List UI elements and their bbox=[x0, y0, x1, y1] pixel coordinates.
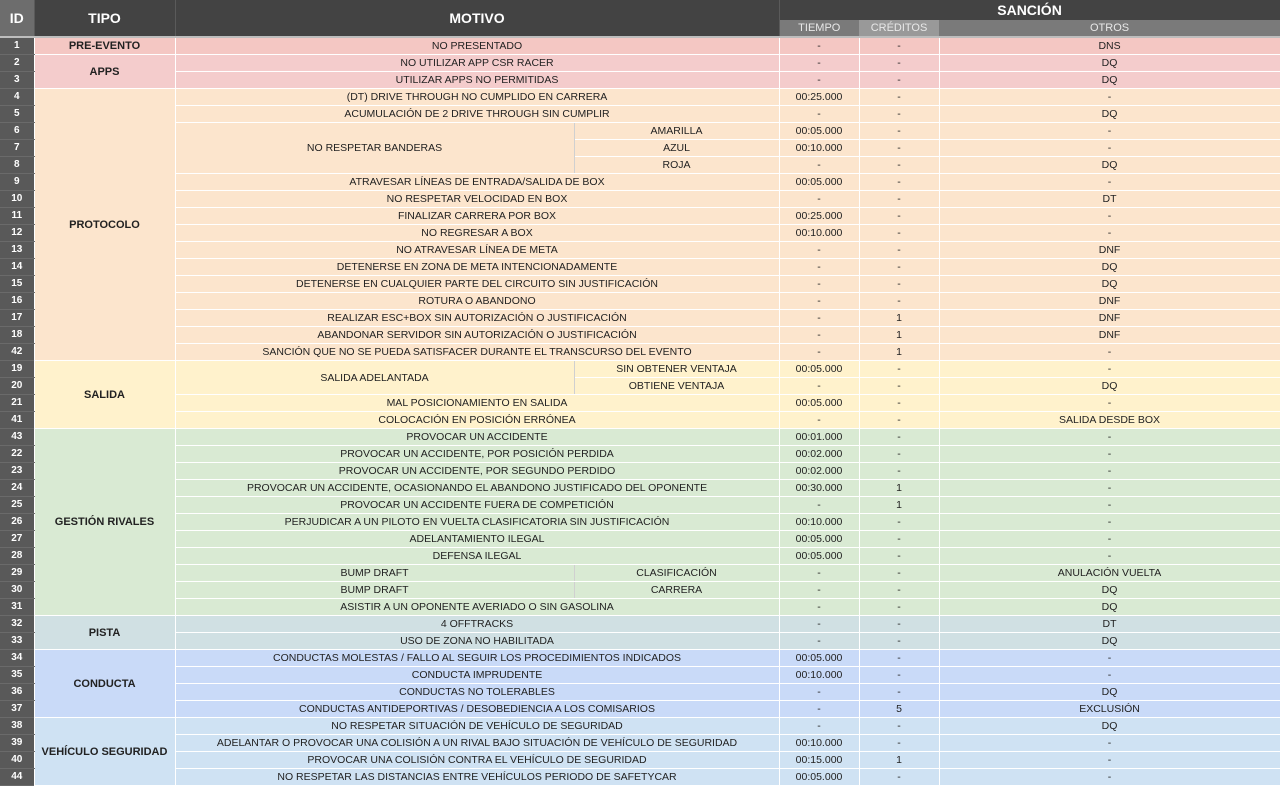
table-row bbox=[0, 123, 1280, 140]
cell-motivo[interactable]: ADELANTAMIENTO ILEGAL bbox=[175, 531, 779, 548]
cell-creditos[interactable]: - bbox=[859, 667, 939, 684]
table-row bbox=[0, 344, 1280, 361]
cell-tiempo[interactable]: 00:10.000 bbox=[779, 140, 859, 157]
table-row bbox=[0, 582, 1280, 599]
cell-otros[interactable]: DNF bbox=[939, 242, 1280, 259]
cell-otros[interactable]: DQ bbox=[939, 599, 1280, 616]
cell-otros[interactable]: DNF bbox=[939, 310, 1280, 327]
cell-tiempo[interactable]: 00:15.000 bbox=[779, 752, 859, 769]
cell-id[interactable]: 17 bbox=[0, 310, 34, 327]
cell-creditos[interactable]: 5 bbox=[859, 701, 939, 718]
cell-tiempo[interactable]: - bbox=[779, 344, 859, 361]
cell-id[interactable]: 5 bbox=[0, 106, 34, 123]
header-tiempo[interactable]: TIEMPO bbox=[779, 20, 859, 36]
cell-motivo[interactable]: ATRAVESAR LÍNEAS DE ENTRADA/SALIDA DE BOX bbox=[175, 174, 779, 191]
cell-motivo[interactable]: CONDUCTA IMPRUDENTE bbox=[175, 667, 779, 684]
cell-otros[interactable]: DT bbox=[939, 191, 1280, 208]
table-row bbox=[0, 225, 1280, 242]
table-row bbox=[0, 72, 1280, 89]
cell-motivo[interactable]: ABANDONAR SERVIDOR SIN AUTORIZACIÓN O JUSTIFICACIÓN bbox=[175, 327, 779, 344]
table-row bbox=[0, 242, 1280, 259]
cell-creditos[interactable]: - bbox=[859, 599, 939, 616]
cell-id[interactable]: 6 bbox=[0, 123, 34, 140]
cell-creditos[interactable]: - bbox=[859, 361, 939, 378]
table-row bbox=[0, 633, 1280, 650]
cell-creditos[interactable]: 1 bbox=[859, 327, 939, 344]
cell-id[interactable]: 42 bbox=[0, 344, 34, 361]
cell-otros[interactable]: - bbox=[939, 361, 1280, 378]
cell-tiempo[interactable]: - bbox=[779, 412, 859, 429]
cell-creditos[interactable]: - bbox=[859, 38, 939, 55]
cell-id[interactable]: 19 bbox=[0, 361, 34, 378]
cell-creditos[interactable]: - bbox=[859, 242, 939, 259]
cell-otros[interactable]: - bbox=[939, 123, 1280, 140]
cell-tiempo[interactable]: 00:10.000 bbox=[779, 225, 859, 242]
cell-creditos[interactable]: - bbox=[859, 582, 939, 599]
cell-id[interactable]: 30 bbox=[0, 582, 34, 599]
cell-creditos[interactable]: - bbox=[859, 72, 939, 89]
cell-id[interactable]: 41 bbox=[0, 412, 34, 429]
cell-tiempo[interactable]: - bbox=[779, 565, 859, 582]
cell-creditos[interactable]: - bbox=[859, 378, 939, 395]
cell-motivo[interactable]: MAL POSICIONAMIENTO EN SALIDA bbox=[175, 395, 779, 412]
cell-tiempo[interactable]: - bbox=[779, 701, 859, 718]
table-row bbox=[0, 327, 1280, 344]
cell-otros[interactable]: DQ bbox=[939, 633, 1280, 650]
cell-motivo[interactable]: FINALIZAR CARRERA POR BOX bbox=[175, 208, 779, 225]
cell-otros[interactable]: DQ bbox=[939, 259, 1280, 276]
cell-tiempo[interactable]: 00:10.000 bbox=[779, 735, 859, 752]
cell-id[interactable]: 16 bbox=[0, 293, 34, 310]
cell-creditos[interactable]: - bbox=[859, 89, 939, 106]
cell-motivo[interactable]: CONDUCTAS MOLESTAS / FALLO AL SEGUIR LOS PROCEDIMIENTOS INDICADOS bbox=[175, 650, 779, 667]
cell-otros[interactable]: SALIDA DESDE BOX bbox=[939, 412, 1280, 429]
cell-otros[interactable]: DQ bbox=[939, 378, 1280, 395]
cell-tiempo[interactable]: 00:05.000 bbox=[779, 531, 859, 548]
table-row bbox=[0, 310, 1280, 327]
cell-otros[interactable]: - bbox=[939, 769, 1280, 786]
cell-id[interactable]: 23 bbox=[0, 463, 34, 480]
table-row bbox=[0, 276, 1280, 293]
cell-motivo[interactable]: USO DE ZONA NO HABILITADA bbox=[175, 633, 779, 650]
cell-motivo[interactable]: NO RESPETAR BANDERAS bbox=[175, 123, 574, 174]
cell-tiempo[interactable]: - bbox=[779, 191, 859, 208]
cell-otros[interactable]: DNS bbox=[939, 38, 1280, 55]
cell-creditos[interactable]: - bbox=[859, 140, 939, 157]
cell-creditos[interactable]: - bbox=[859, 650, 939, 667]
cell-id[interactable]: 8 bbox=[0, 157, 34, 174]
cell-tiempo[interactable]: - bbox=[779, 599, 859, 616]
cell-creditos[interactable]: - bbox=[859, 293, 939, 310]
cell-tiempo[interactable]: 00:30.000 bbox=[779, 480, 859, 497]
cell-otros[interactable]: - bbox=[939, 446, 1280, 463]
cell-tiempo[interactable]: - bbox=[779, 684, 859, 701]
cell-otros[interactable]: - bbox=[939, 429, 1280, 446]
cell-submotivo[interactable]: SIN OBTENER VENTAJA bbox=[574, 361, 779, 378]
table-row bbox=[0, 701, 1280, 718]
cell-motivo[interactable]: PROVOCAR UNA COLISIÓN CONTRA EL VEHÍCULO DE SEGURIDAD bbox=[175, 752, 779, 769]
cell-tiempo[interactable]: 00:05.000 bbox=[779, 769, 859, 786]
cell-tiempo[interactable]: 00:10.000 bbox=[779, 667, 859, 684]
cell-motivo[interactable]: DEFENSA ILEGAL bbox=[175, 548, 779, 565]
cell-id[interactable]: 39 bbox=[0, 735, 34, 752]
table-row bbox=[0, 565, 1280, 582]
cell-motivo[interactable]: 4 OFFTRACKS bbox=[175, 616, 779, 633]
table-row bbox=[0, 463, 1280, 480]
cell-motivo[interactable]: DETENERSE EN ZONA DE META INTENCIONADAMENTE bbox=[175, 259, 779, 276]
cell-otros[interactable]: - bbox=[939, 650, 1280, 667]
cell-submotivo[interactable]: AMARILLA bbox=[574, 123, 779, 140]
header-otros[interactable]: OTROS bbox=[939, 20, 1280, 36]
cell-creditos[interactable]: - bbox=[859, 123, 939, 140]
cell-otros[interactable]: - bbox=[939, 89, 1280, 106]
cell-tiempo[interactable]: - bbox=[779, 327, 859, 344]
table-row bbox=[0, 395, 1280, 412]
cell-id[interactable]: 27 bbox=[0, 531, 34, 548]
table-row bbox=[0, 259, 1280, 276]
cell-otros[interactable]: - bbox=[939, 174, 1280, 191]
table-row bbox=[0, 89, 1280, 106]
cell-creditos[interactable]: 1 bbox=[859, 480, 939, 497]
cell-otros[interactable]: - bbox=[939, 395, 1280, 412]
cell-id[interactable]: 34 bbox=[0, 650, 34, 667]
cell-id[interactable]: 12 bbox=[0, 225, 34, 242]
cell-creditos[interactable]: - bbox=[859, 208, 939, 225]
table-row bbox=[0, 599, 1280, 616]
cell-creditos[interactable]: - bbox=[859, 633, 939, 650]
table-row bbox=[0, 208, 1280, 225]
cell-tiempo[interactable]: - bbox=[779, 616, 859, 633]
cell-tiempo[interactable]: 00:25.000 bbox=[779, 89, 859, 106]
cell-otros[interactable]: DQ bbox=[939, 276, 1280, 293]
cell-id[interactable]: 38 bbox=[0, 718, 34, 735]
cell-motivo[interactable]: CONDUCTAS NO TOLERABLES bbox=[175, 684, 779, 701]
header-creditos[interactable]: CRÉDITOS bbox=[859, 20, 939, 36]
header-id[interactable]: ID bbox=[0, 0, 34, 36]
cell-motivo[interactable]: PROVOCAR UN ACCIDENTE bbox=[175, 429, 779, 446]
cell-motivo[interactable]: NO RESPETAR LAS DISTANCIAS ENTRE VEHÍCULOS PERIODO DE SAFETYCAR bbox=[175, 769, 779, 786]
table-row bbox=[0, 55, 1280, 72]
cell-motivo[interactable]: NO PRESENTADO bbox=[175, 38, 779, 55]
cell-id[interactable]: 11 bbox=[0, 208, 34, 225]
table-row bbox=[0, 718, 1280, 735]
cell-otros[interactable]: - bbox=[939, 480, 1280, 497]
cell-creditos[interactable]: - bbox=[859, 531, 939, 548]
cell-id[interactable]: 33 bbox=[0, 633, 34, 650]
cell-motivo[interactable]: NO ATRAVESAR LÍNEA DE META bbox=[175, 242, 779, 259]
cell-creditos[interactable]: - bbox=[859, 616, 939, 633]
cell-motivo[interactable]: (DT) DRIVE THROUGH NO CUMPLIDO EN CARRERA bbox=[175, 89, 779, 106]
cell-otros[interactable]: - bbox=[939, 735, 1280, 752]
cell-otros[interactable]: - bbox=[939, 548, 1280, 565]
cell-tiempo[interactable]: 00:05.000 bbox=[779, 548, 859, 565]
cell-tiempo[interactable]: - bbox=[779, 38, 859, 55]
table-row bbox=[0, 191, 1280, 208]
cell-submotivo[interactable]: CLASIFICACIÓN bbox=[574, 565, 779, 582]
table-row bbox=[0, 752, 1280, 769]
cell-otros[interactable]: - bbox=[939, 531, 1280, 548]
cell-creditos[interactable]: - bbox=[859, 735, 939, 752]
cell-motivo[interactable]: PROVOCAR UN ACCIDENTE, OCASIONANDO EL ABANDONO JUSTIFICADO DEL OPONENTE bbox=[175, 480, 779, 497]
cell-otros[interactable]: DQ bbox=[939, 157, 1280, 174]
cell-creditos[interactable]: - bbox=[859, 548, 939, 565]
cell-motivo[interactable]: CONDUCTAS ANTIDEPORTIVAS / DESOBEDIENCIA A LOS COMISARIOS bbox=[175, 701, 779, 718]
cell-tipo[interactable]: GESTIÓN RIVALES bbox=[34, 429, 175, 616]
cell-tiempo[interactable]: - bbox=[779, 378, 859, 395]
cell-tiempo[interactable]: 00:05.000 bbox=[779, 174, 859, 191]
cell-otros[interactable]: ANULACIÓN VUELTA bbox=[939, 565, 1280, 582]
cell-tiempo[interactable]: - bbox=[779, 259, 859, 276]
cell-motivo[interactable]: COLOCACIÓN EN POSICIÓN ERRÓNEA bbox=[175, 412, 779, 429]
cell-submotivo[interactable]: OBTIENE VENTAJA bbox=[574, 378, 779, 395]
cell-id[interactable]: 15 bbox=[0, 276, 34, 293]
cell-tiempo[interactable]: - bbox=[779, 276, 859, 293]
cell-id[interactable]: 18 bbox=[0, 327, 34, 344]
cell-tiempo[interactable]: - bbox=[779, 633, 859, 650]
cell-id[interactable]: 1 bbox=[0, 38, 34, 55]
cell-motivo[interactable]: ACUMULACIÓN DE 2 DRIVE THROUGH SIN CUMPLIR bbox=[175, 106, 779, 123]
cell-tipo[interactable]: PRE-EVENTO bbox=[34, 38, 175, 55]
cell-creditos[interactable]: - bbox=[859, 429, 939, 446]
cell-creditos[interactable]: - bbox=[859, 259, 939, 276]
table-row bbox=[0, 446, 1280, 463]
table-row bbox=[0, 684, 1280, 701]
cell-otros[interactable]: - bbox=[939, 667, 1280, 684]
cell-id[interactable]: 9 bbox=[0, 174, 34, 191]
cell-motivo[interactable]: UTILIZAR APPS NO PERMITIDAS bbox=[175, 72, 779, 89]
cell-creditos[interactable]: - bbox=[859, 395, 939, 412]
cell-id[interactable]: 40 bbox=[0, 752, 34, 769]
cell-otros[interactable]: - bbox=[939, 225, 1280, 242]
cell-otros[interactable]: - bbox=[939, 752, 1280, 769]
cell-id[interactable]: 25 bbox=[0, 497, 34, 514]
cell-tipo[interactable]: PISTA bbox=[34, 616, 175, 650]
cell-otros[interactable]: DQ bbox=[939, 106, 1280, 123]
cell-submotivo[interactable]: AZUL bbox=[574, 140, 779, 157]
cell-creditos[interactable]: - bbox=[859, 191, 939, 208]
cell-tiempo[interactable]: - bbox=[779, 497, 859, 514]
cell-tiempo[interactable]: - bbox=[779, 582, 859, 599]
cell-id[interactable]: 35 bbox=[0, 667, 34, 684]
cell-submotivo[interactable]: CARRERA bbox=[574, 582, 779, 599]
cell-creditos[interactable]: - bbox=[859, 463, 939, 480]
cell-creditos[interactable]: - bbox=[859, 55, 939, 72]
cell-motivo[interactable]: NO RESPETAR VELOCIDAD EN BOX bbox=[175, 191, 779, 208]
table-row bbox=[0, 650, 1280, 667]
cell-tiempo[interactable]: 00:10.000 bbox=[779, 514, 859, 531]
cell-tiempo[interactable]: 00:05.000 bbox=[779, 395, 859, 412]
cell-otros[interactable]: DQ bbox=[939, 55, 1280, 72]
cell-creditos[interactable]: - bbox=[859, 718, 939, 735]
cell-tiempo[interactable]: 00:25.000 bbox=[779, 208, 859, 225]
cell-id[interactable]: 32 bbox=[0, 616, 34, 633]
cell-tipo[interactable]: VEHÍCULO SEGURIDAD bbox=[34, 718, 175, 786]
table-header bbox=[0, 0, 1280, 36]
cell-motivo[interactable]: PROVOCAR UN ACCIDENTE, POR POSICIÓN PERDIDA bbox=[175, 446, 779, 463]
cell-otros[interactable]: EXCLUSIÓN bbox=[939, 701, 1280, 718]
table-row bbox=[0, 531, 1280, 548]
table-row bbox=[0, 548, 1280, 565]
table-row bbox=[0, 361, 1280, 378]
cell-tiempo[interactable]: - bbox=[779, 242, 859, 259]
cell-creditos[interactable]: - bbox=[859, 174, 939, 191]
cell-otros[interactable]: DNF bbox=[939, 327, 1280, 344]
cell-tiempo[interactable]: 00:01.000 bbox=[779, 429, 859, 446]
table-row bbox=[0, 769, 1280, 786]
cell-id[interactable]: 44 bbox=[0, 769, 34, 786]
table-row bbox=[0, 174, 1280, 191]
table-row bbox=[0, 293, 1280, 310]
cell-id[interactable]: 22 bbox=[0, 446, 34, 463]
cell-motivo[interactable]: REALIZAR ESC+BOX SIN AUTORIZACIÓN O JUSTIFICACIÓN bbox=[175, 310, 779, 327]
cell-id[interactable]: 37 bbox=[0, 701, 34, 718]
cell-tiempo[interactable]: 00:02.000 bbox=[779, 446, 859, 463]
cell-otros[interactable]: - bbox=[939, 344, 1280, 361]
cell-motivo[interactable]: NO REGRESAR A BOX bbox=[175, 225, 779, 242]
cell-creditos[interactable]: - bbox=[859, 769, 939, 786]
cell-motivo[interactable]: BUMP DRAFT bbox=[175, 565, 574, 582]
cell-id[interactable]: 36 bbox=[0, 684, 34, 701]
cell-id[interactable]: 3 bbox=[0, 72, 34, 89]
cell-creditos[interactable]: - bbox=[859, 412, 939, 429]
cell-id[interactable]: 2 bbox=[0, 55, 34, 72]
cell-tiempo[interactable]: 00:05.000 bbox=[779, 361, 859, 378]
cell-otros[interactable]: - bbox=[939, 497, 1280, 514]
cell-tiempo[interactable]: 00:05.000 bbox=[779, 123, 859, 140]
cell-motivo[interactable]: ROTURA O ABANDONO bbox=[175, 293, 779, 310]
table-row bbox=[0, 38, 1280, 55]
cell-motivo[interactable]: PROVOCAR UN ACCIDENTE FUERA DE COMPETICIÓN bbox=[175, 497, 779, 514]
cell-tipo[interactable]: SALIDA bbox=[34, 361, 175, 429]
cell-tiempo[interactable]: - bbox=[779, 55, 859, 72]
cell-tipo[interactable]: PROTOCOLO bbox=[34, 89, 175, 361]
table-row bbox=[0, 497, 1280, 514]
table-row bbox=[0, 106, 1280, 123]
cell-id[interactable]: 10 bbox=[0, 191, 34, 208]
cell-motivo[interactable]: ADELANTAR O PROVOCAR UNA COLISIÓN A UN RIVAL BAJO SITUACIÓN DE VEHÍCULO DE SEGURIDAD bbox=[175, 735, 779, 752]
cell-otros[interactable]: DQ bbox=[939, 582, 1280, 599]
cell-id[interactable]: 29 bbox=[0, 565, 34, 582]
cell-motivo[interactable]: NO UTILIZAR APP CSR RACER bbox=[175, 55, 779, 72]
cell-tipo[interactable]: APPS bbox=[34, 55, 175, 89]
cell-motivo[interactable]: PERJUDICAR A UN PILOTO EN VUELTA CLASIFICATORIA SIN JUSTIFICACIÓN bbox=[175, 514, 779, 531]
cell-tiempo[interactable]: - bbox=[779, 106, 859, 123]
table-row bbox=[0, 480, 1280, 497]
cell-id[interactable]: 7 bbox=[0, 140, 34, 157]
cell-otros[interactable]: - bbox=[939, 514, 1280, 531]
table-row bbox=[0, 429, 1280, 446]
cell-motivo[interactable]: NO RESPETAR SITUACIÓN DE VEHÍCULO DE SEGURIDAD bbox=[175, 718, 779, 735]
table-row bbox=[0, 412, 1280, 429]
cell-otros[interactable]: DQ bbox=[939, 72, 1280, 89]
cell-submotivo[interactable]: ROJA bbox=[574, 157, 779, 174]
cell-otros[interactable]: - bbox=[939, 208, 1280, 225]
cell-motivo[interactable]: ASISTIR A UN OPONENTE AVERIADO O SIN GASOLINA bbox=[175, 599, 779, 616]
cell-motivo[interactable]: SALIDA ADELANTADA bbox=[175, 361, 574, 395]
cell-creditos[interactable]: - bbox=[859, 106, 939, 123]
cell-id[interactable]: 24 bbox=[0, 480, 34, 497]
header-motivo[interactable]: MOTIVO bbox=[175, 0, 779, 36]
cell-otros[interactable]: - bbox=[939, 140, 1280, 157]
cell-id[interactable]: 31 bbox=[0, 599, 34, 616]
cell-creditos[interactable]: - bbox=[859, 225, 939, 242]
cell-otros[interactable]: - bbox=[939, 463, 1280, 480]
cell-id[interactable]: 43 bbox=[0, 429, 34, 446]
table-row bbox=[0, 667, 1280, 684]
cell-id[interactable]: 26 bbox=[0, 514, 34, 531]
cell-tiempo[interactable]: - bbox=[779, 72, 859, 89]
cell-otros[interactable]: DQ bbox=[939, 684, 1280, 701]
cell-creditos[interactable]: 1 bbox=[859, 344, 939, 361]
cell-id[interactable]: 28 bbox=[0, 548, 34, 565]
header-sancion[interactable]: SANCIÓN bbox=[779, 0, 1280, 20]
cell-otros[interactable]: DQ bbox=[939, 718, 1280, 735]
cell-otros[interactable]: DT bbox=[939, 616, 1280, 633]
cell-creditos[interactable]: - bbox=[859, 565, 939, 582]
cell-tiempo[interactable]: 00:05.000 bbox=[779, 650, 859, 667]
cell-id[interactable]: 14 bbox=[0, 259, 34, 276]
cell-tiempo[interactable]: - bbox=[779, 157, 859, 174]
cell-otros[interactable]: DNF bbox=[939, 293, 1280, 310]
cell-creditos[interactable]: - bbox=[859, 157, 939, 174]
cell-id[interactable]: 20 bbox=[0, 378, 34, 395]
cell-creditos[interactable]: 1 bbox=[859, 752, 939, 769]
cell-tiempo[interactable]: 00:02.000 bbox=[779, 463, 859, 480]
cell-id[interactable]: 21 bbox=[0, 395, 34, 412]
cell-id[interactable]: 13 bbox=[0, 242, 34, 259]
cell-creditos[interactable]: 1 bbox=[859, 497, 939, 514]
table-row bbox=[0, 616, 1280, 633]
table-body bbox=[0, 36, 1280, 786]
cell-creditos[interactable]: - bbox=[859, 276, 939, 293]
cell-tiempo[interactable]: - bbox=[779, 310, 859, 327]
cell-tipo[interactable]: CONDUCTA bbox=[34, 650, 175, 718]
table-row bbox=[0, 735, 1280, 752]
cell-motivo[interactable]: SANCIÓN QUE NO SE PUEDA SATISFACER DURANTE EL TRANSCURSO DEL EVENTO bbox=[175, 344, 779, 361]
cell-motivo[interactable]: DETENERSE EN CUALQUIER PARTE DEL CIRCUITO SIN JUSTIFICACIÓN bbox=[175, 276, 779, 293]
cell-motivo[interactable]: PROVOCAR UN ACCIDENTE, POR SEGUNDO PERDIDO bbox=[175, 463, 779, 480]
cell-tiempo[interactable]: - bbox=[779, 293, 859, 310]
cell-creditos[interactable]: - bbox=[859, 684, 939, 701]
table-row bbox=[0, 514, 1280, 531]
cell-tiempo[interactable]: - bbox=[779, 718, 859, 735]
cell-motivo[interactable]: BUMP DRAFT bbox=[175, 582, 574, 599]
header-tipo[interactable]: TIPO bbox=[34, 0, 175, 36]
cell-id[interactable]: 4 bbox=[0, 89, 34, 106]
cell-creditos[interactable]: - bbox=[859, 514, 939, 531]
cell-creditos[interactable]: 1 bbox=[859, 310, 939, 327]
cell-creditos[interactable]: - bbox=[859, 446, 939, 463]
